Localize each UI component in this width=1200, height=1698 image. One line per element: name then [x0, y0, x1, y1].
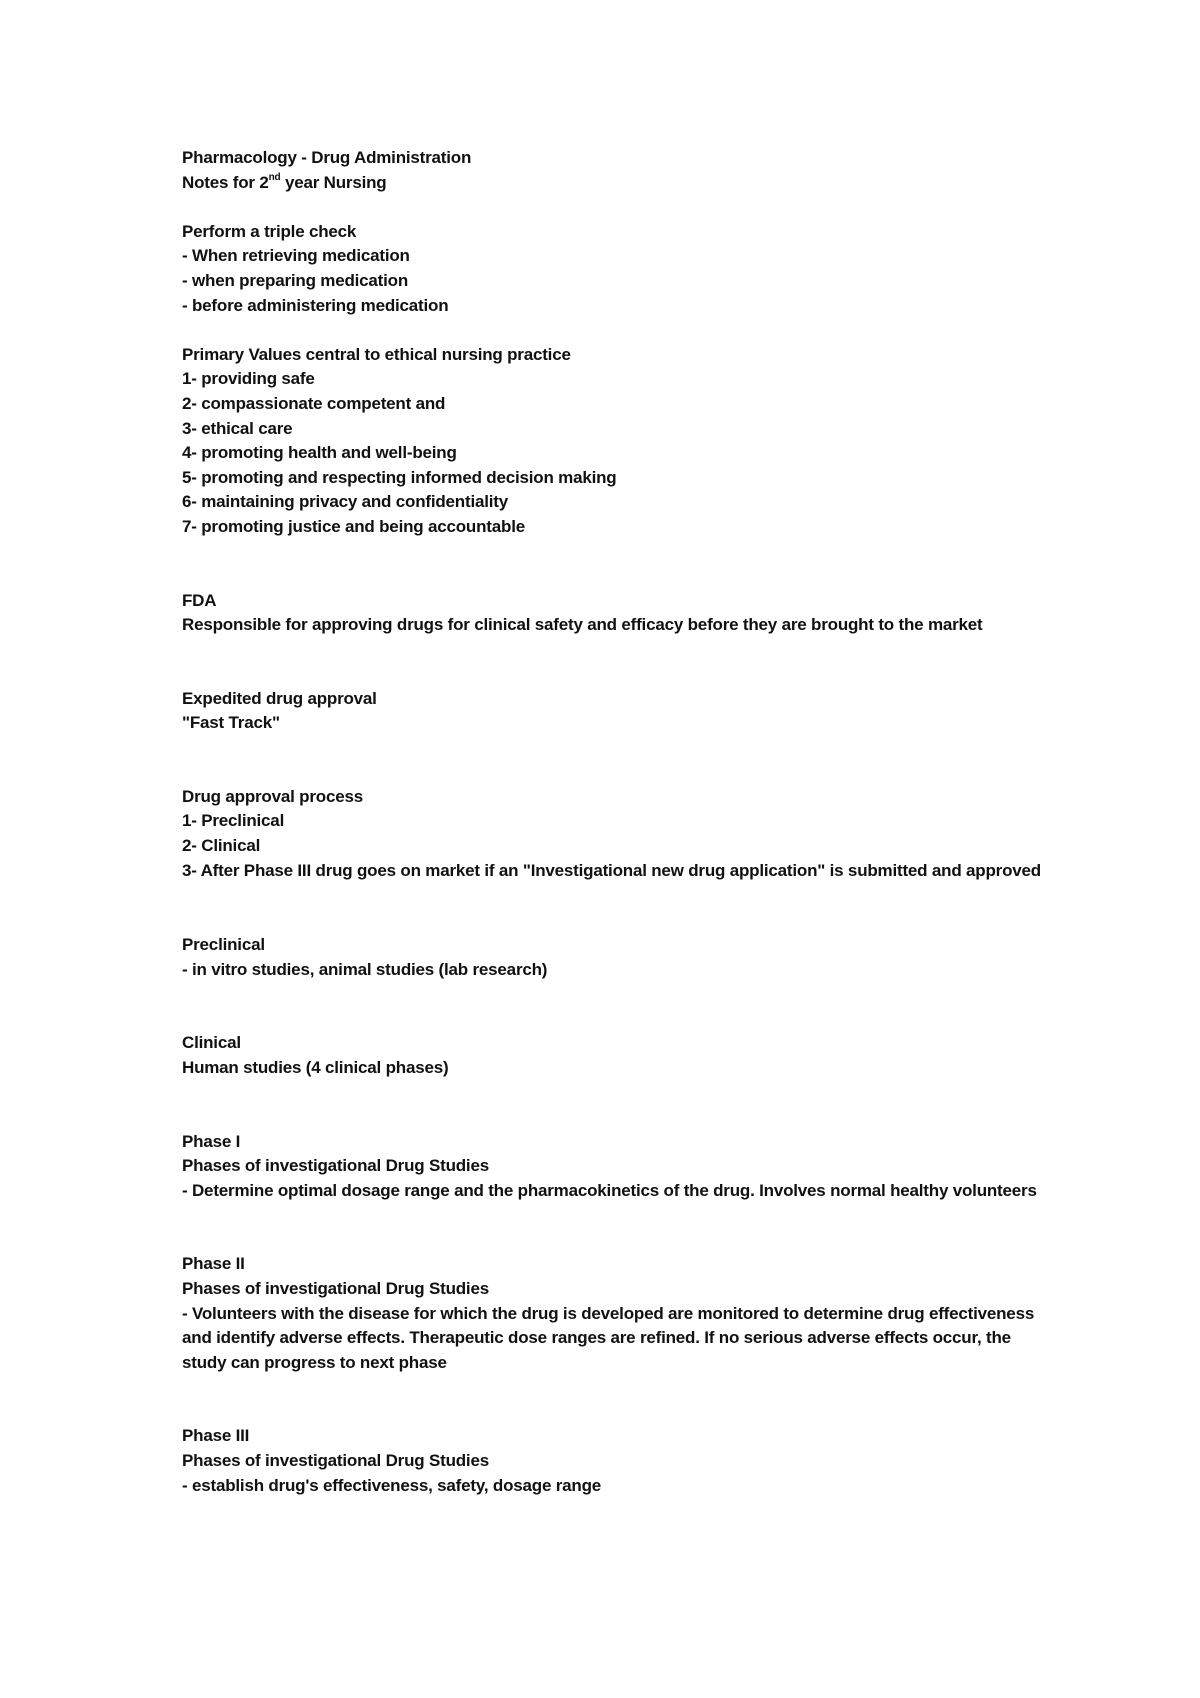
phase1-text: - Determine optimal dosage range and the pharmacokinetics of the drug. Involves normal healthy volunteers — [182, 1180, 1037, 1200]
list-item: 1- Preclinical — [182, 811, 285, 831]
clinical-heading: Clinical — [182, 1033, 241, 1053]
subtitle-suffix: year Nursing — [280, 172, 387, 192]
list-item: 7- promoting justice and being accountable — [182, 516, 525, 536]
list-item: 3- After Phase III drug goes on market if an "Investigational new drug application" is submitted and approved — [182, 860, 1041, 880]
phase1-subheading: Phases of investigational Drug Studies — [182, 1156, 489, 1176]
primary-values-heading: Primary Values central to ethical nursing practice — [182, 344, 571, 364]
list-item: 1- providing safe — [182, 369, 315, 389]
subtitle-superscript: nd — [268, 171, 281, 183]
phase3-subheading: Phases of investigational Drug Studies — [182, 1450, 489, 1470]
preclinical-heading: Preclinical — [182, 935, 265, 955]
list-item: 2- Clinical — [182, 836, 261, 856]
list-item: 3- ethical care — [182, 418, 293, 438]
list-item: 6- maintaining privacy and confidentiality — [182, 492, 508, 512]
fda-text: Responsible for approving drugs for clinical safety and efficacy before they are brought to the market — [182, 615, 983, 635]
list-item: - when preparing medication — [182, 270, 409, 290]
fda-heading: FDA — [182, 590, 217, 610]
phase3-text: - establish drug's effectiveness, safety, dosage range — [182, 1475, 602, 1495]
document-title: Pharmacology - Drug Administration — [182, 148, 472, 167]
document-subtitle — [182, 171, 1082, 196]
preclinical-text: - in vitro studies, animal studies (lab research) — [182, 959, 548, 979]
list-item: 5- promoting and respecting informed decision making — [182, 467, 617, 487]
list-item: - When retrieving medication — [182, 246, 410, 266]
approval-process-heading: Drug approval process — [182, 786, 363, 806]
phase2-heading: Phase II — [182, 1254, 245, 1274]
subtitle-prefix: Notes for 2 — [182, 172, 269, 192]
expedited-heading: Expedited drug approval — [182, 688, 377, 708]
expedited-text: "Fast Track" — [182, 713, 280, 733]
triple-check-heading: Perform a triple check — [182, 221, 357, 241]
list-item: 4- promoting health and well-being — [182, 443, 457, 463]
phase1-heading: Phase I — [182, 1131, 241, 1151]
phase2-subheading: Phases of investigational Drug Studies — [182, 1279, 489, 1298]
list-item: - before administering medication — [182, 295, 449, 315]
document-body — [182, 146, 1082, 1498]
clinical-text: Human studies (4 clinical phases) — [182, 1058, 449, 1078]
list-item: 2- compassionate competent and — [182, 393, 446, 413]
phase2-text: - Volunteers with the disease for which the drug is developed are monitored to determine drug effectiveness and identify adverse effects. Therapeutic dose ranges are refined. If no serious adverse effects occur, the study can progress to next phase — [182, 1303, 1035, 1372]
phase3-heading: Phase III — [182, 1426, 250, 1446]
